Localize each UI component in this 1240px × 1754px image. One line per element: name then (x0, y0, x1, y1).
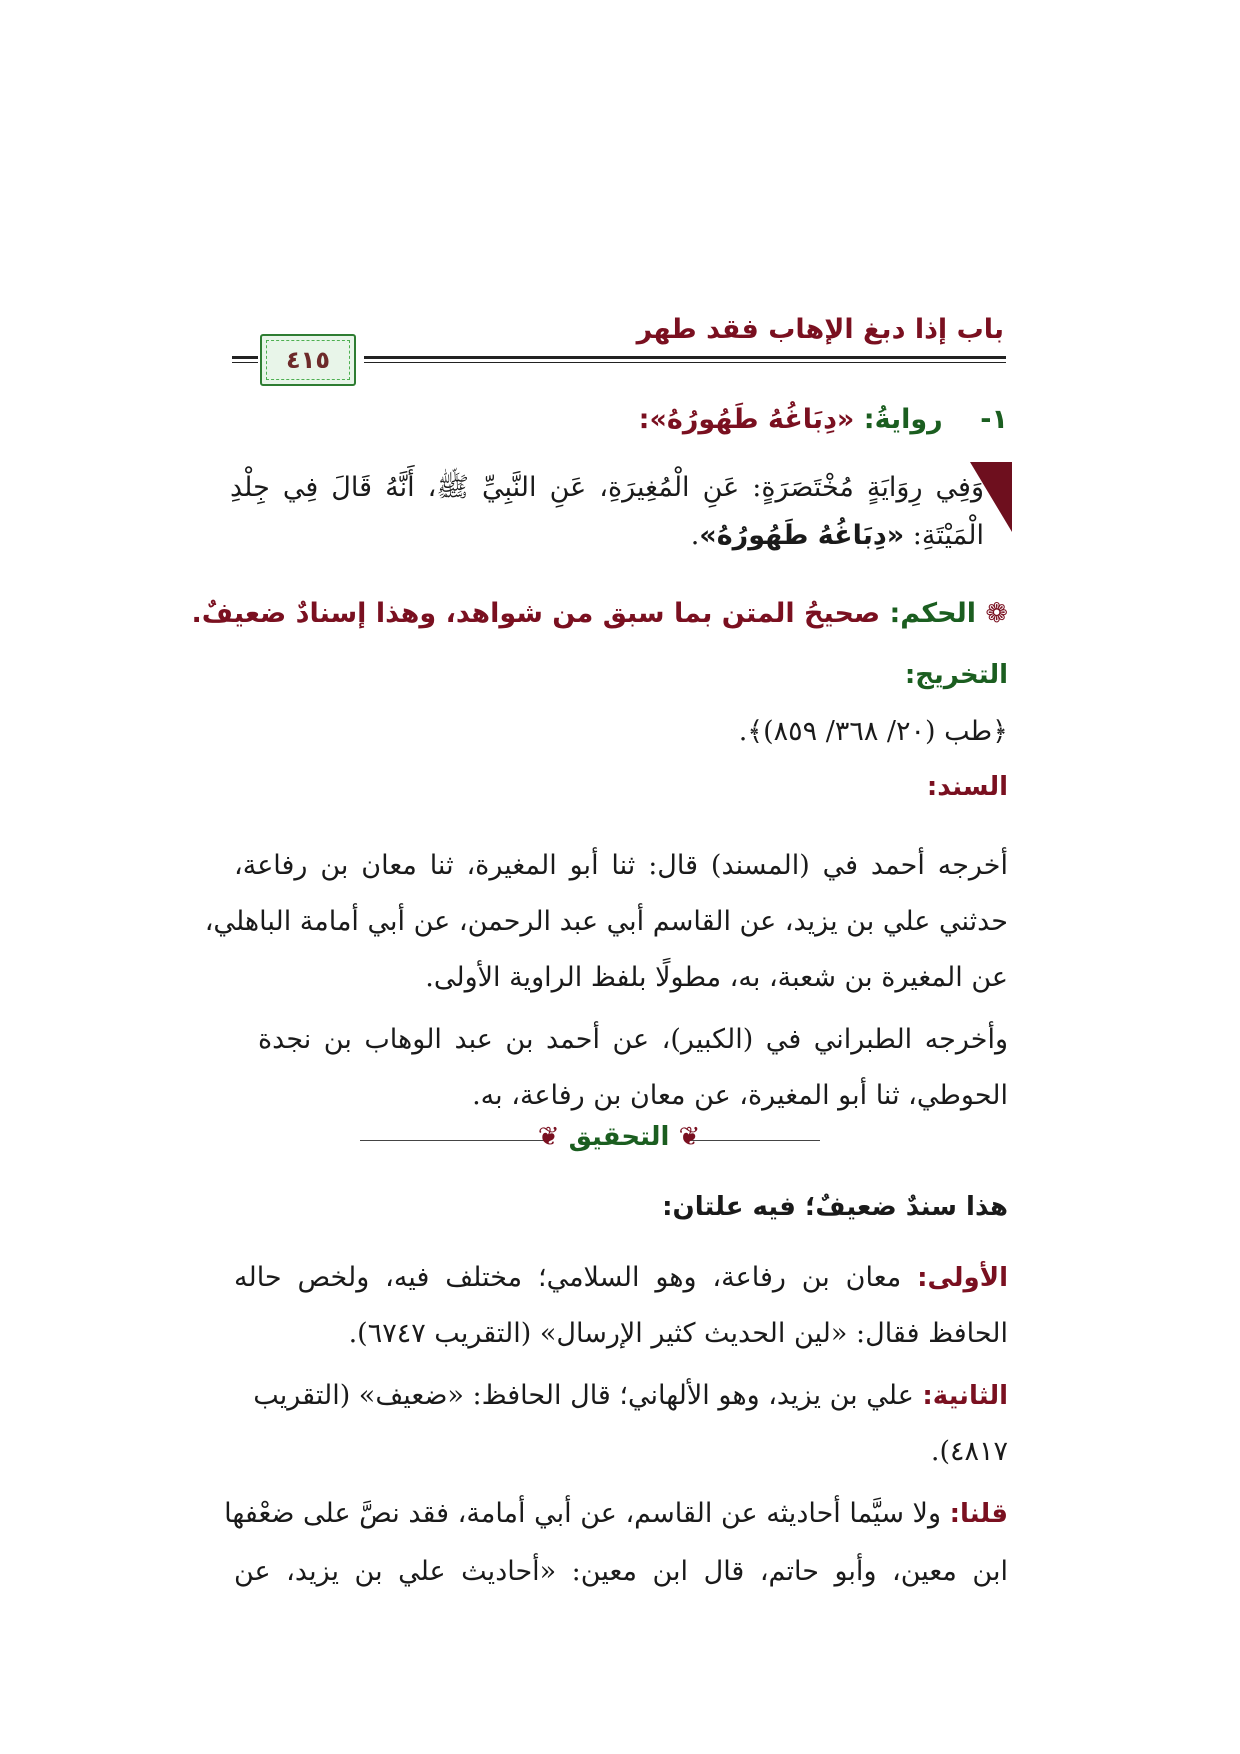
hukm-label: الحكم: (889, 598, 976, 629)
tahqiq-intro: هذا سندٌ ضعيفٌ؛ فيه علتان: (662, 1192, 1008, 1222)
tahqiq-heading: ❦ التحقيق ❦ (537, 1122, 701, 1152)
qulna-label: قلنا: (949, 1499, 1008, 1529)
takhrij-label: التخريج: (904, 660, 1008, 690)
sanad-para2-line2: الحوطي، ثنا أبو المغيرة، عن معان بن رفاعة، به. (472, 1080, 1008, 1111)
rosette-icon: ❁ (985, 598, 1008, 629)
riwaya-quote: «دِبَاغُهُ طَهُورُهُ»: (638, 404, 855, 435)
riwaya-label: روايةُ: (863, 404, 943, 435)
header-rule-thin (364, 362, 1006, 363)
hadith-quote-bold: «دِبَاغُهُ طَهُورُهُ» (699, 520, 905, 551)
second-illa-label: الثانية: (922, 1381, 1008, 1411)
header-rule-left (232, 356, 258, 359)
page-number-badge (260, 334, 356, 386)
first-illa-line2: الحافظ فقال: «لين الحديث كثير الإرسال» (التقريب ٦٧٤٧). (348, 1318, 1008, 1349)
header-rule-thick (364, 356, 1006, 359)
sanad-para1-line1: أخرجه أحمد في (المسند) قال: ثنا أبو المغيرة، ثنا معان بن رفاعة، (234, 850, 1008, 881)
riwaya-number: ١- (980, 404, 1008, 435)
sanad-para2-line1: وأخرجه الطبراني في (الكبير)، عن أحمد بن عبد الوهاب بن نجدة (258, 1024, 1008, 1055)
hadith-line-2: الْمَيْتَةِ: «دِبَاغُهُ طَهُورُهُ». (690, 520, 984, 551)
running-title: باب إذا دبغ الإهاب فقد طهر (636, 314, 1004, 345)
takhrij-text: ﴿طب (٢٠/ ٣٦٨/ ٨٥٩)﴾. (738, 716, 1008, 747)
qulna-line1: قلنا: ولا سيَّما أحاديثه عن القاسم، عن أبي أمامة، فقد نصَّ على ضعْفها (224, 1498, 1008, 1529)
header-rule-left-thin (232, 362, 258, 363)
hadith-line-1: وَفِي رِوَايَةٍ مُخْتَصَرَةٍ: عَنِ الْمُغِيرَةِ، عَنِ النَّبِيِّ ﷺ، أَنَّهُ قَالَ فِي جِلْدِ (230, 472, 984, 503)
first-illa-label: الأولى: (917, 1263, 1008, 1293)
sanad-label: السند: (926, 772, 1008, 802)
flourish-icon: ❦ (678, 1122, 701, 1152)
sanad-para1-line2: حدثني علي بن يزيد، عن القاسم أبي عبد الرحمن، عن أبي أمامة الباهلي، (204, 906, 1008, 937)
second-illa-line2: ٤٨١٧). (930, 1436, 1008, 1467)
first-illa-line1: الأولى: معان بن رفاعة، وهو السلامي؛ مختلف فيه، ولخص حاله (234, 1262, 1008, 1293)
page-number: ٤١٥ (286, 346, 330, 374)
qulna-line2: ابن معين، وأبو حاتم، قال ابن معين: «أحاديث علي بن يزيد، عن (234, 1556, 1008, 1587)
hukm-line (191, 598, 1008, 629)
flourish-icon: ❦ (537, 1122, 560, 1152)
sanad-para1-line3: عن المغيرة بن شعبة، به، مطولًا بلفظ الراوية الأولى. (425, 962, 1008, 993)
second-illa-line1: الثانية: علي بن يزيد، وهو الألهاني؛ قال الحافظ: «ضعيف» (التقريب (253, 1380, 1008, 1411)
riwaya-heading (639, 404, 1008, 435)
hukm-text: صحيحُ المتن بما سبق من شواهد، وهذا إسنادٌ ضعيفٌ. (191, 598, 881, 629)
